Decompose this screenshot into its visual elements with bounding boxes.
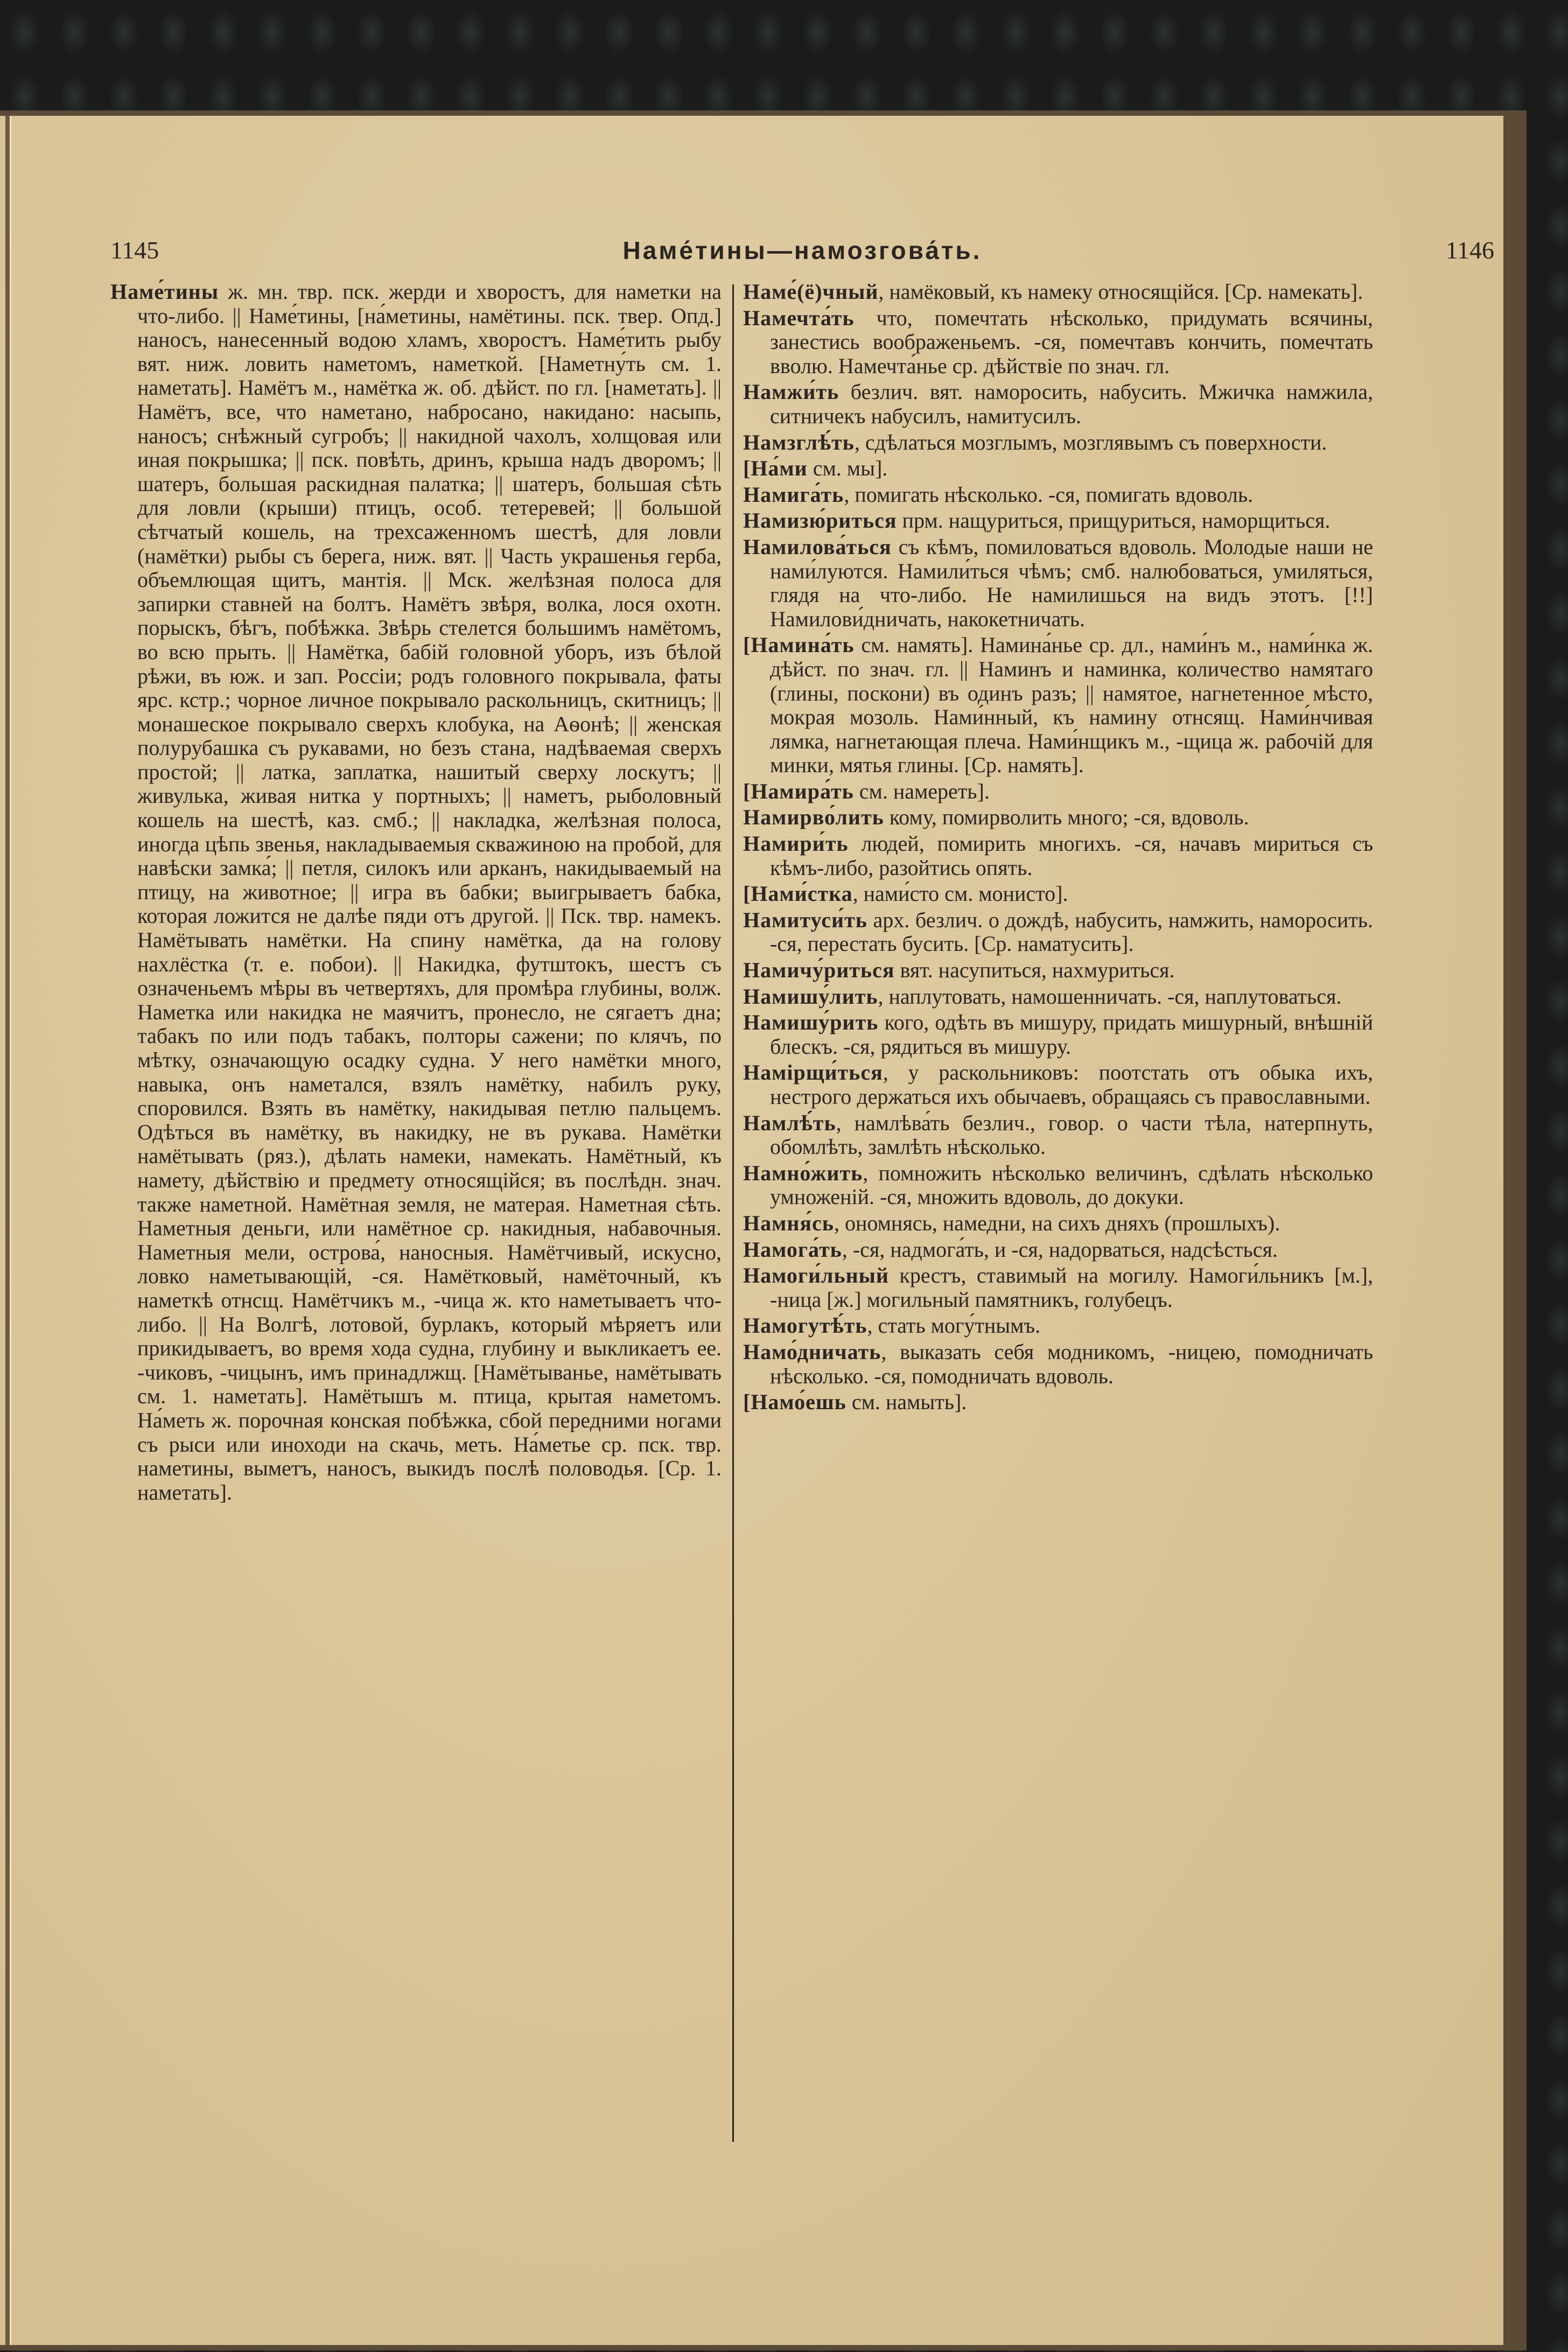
- left-column: [110, 280, 722, 1507]
- dictionary-entry: Намилова́ться съ кѣмъ, помиловаться вдоволь. Молодые наши не нами́луются. Намили́ться чѣмъ; смб. налюбоваться, умиляться, глядя на что-либо. Не намилишься на видъ этотъ. [!!] Намилови́дничать, накокетничать.: [743, 534, 1373, 631]
- dictionary-entry: Наме́тины ж. мн. твр. пск. жерди и хворостъ, для наметки на что-либо. || Наме́тины, [на́метины, намётины. пск. твер. Опд.] наносъ, нанесенный водою хламъ, хворостъ. Наме́тить рыбу вят. ниж. ловить наметомъ, наметкой. [Наметну́ть см. 1. наметать]. Намётъ м., намётка ж. об. дѣйст. по гл. [наметать]. || Намётъ, все, что наметано, набросано, накидано: насыпь, наносъ; снѣжный сугробъ; || накидной чахолъ, холщовая или иная покрышка; || пск. повѣть, дринъ, крыша надъ дворомъ; || шатеръ, большая раскидная палатка; || шатеръ, большая сѣть для ловли (крыши) птицъ, особ. тетеревей; || большой сѣтчатый кошель, на трехсаженномъ шестѣ, для ловли (намётки) рыбы съ берега, ниж. вят. || Часть украшенья герба, объемлющая щитъ, мантія. || Мск. желѣзная полоса для запирки ставней на болтъ. Намётъ звѣря, волка, лося охотн. порыскъ, бѣгъ, побѣжка. Звѣрь стелется большимъ намётомъ, во всю прыть. || Намётка, бабій головной уборъ, изъ бѣлой рѣжи, въ юж. и зап. Россіи; родъ головного покрывала, фаты ярс. кстр.; чорное личное покрывало раскольницъ, скитницъ; || монашеское покрывало сверхъ клобука, на Аѳонѣ; || женская полурубашка съ рукавами, но безъ стана, надѣваемая сверхъ простой; || латка, заплатка, нашитый сверху лоскутъ; || живулька, живая нитка у портныхъ; || наметъ, рыболовный кошель на шестѣ, каз. смб.; || накладка, желѣзная полоса, иногда цѣпь звенья, накладываемыя скважиною на пробой, для навѣски замка́; || петля, силокъ или арканъ, накидываемый на птицу, на животное; || игра въ бабки; выигрываетъ бабка, которая ложится не далѣе пяди отъ другой. || Пск. твр. намекъ. Намётывать намётки. На спину намётка, да на голову нахлёстка (т. е. побои). || Накидка, футштокъ, шестъ съ означеньемъ мѣры въ четвертяхъ, для промѣра глубины, волж. Наметка или накидка не маячитъ, пронесло, не сягаетъ дна; табакъ по или подъ табакъ, полторы сажени; по клячъ, по мѣтку, означающую осадку судна. У него намётки много, навыка, онъ наметался, взялъ намётку, набилъ руку, споровился. Взять въ намётку, накидывая петлю пальцемъ. Одѣться въ намётку, въ накидку, не въ рукава. Намётки намётывать (ряз.), дѣлать намеки, намекать. Намётный, къ намету, дѣйствію и предмету относящійся; въ послѣдн. знач. также наметной. Намётная земля, не матерая. Наметная сѣть. Наметныя деньги, или намётное ср. накидныя, набавочныя. Наметныя мели, острова́, наносныя. Намётчивый, искусно, ловко наметывающій, -ся. Намётковый, намёточный, къ наметкѣ отнсщ. Намётчикъ м., -чица ж. кто наметываетъ что-либо. || На Волгѣ, лотовой, бурлакъ, который мѣряетъ или прикидываетъ, во время хода судна, глубину и выкликаетъ ее. -чиковъ, -чицынъ, имъ принадлжщ. [Намётыванье, намётывать см. 1. наметать]. Намётышъ м. птица, крытая наметомъ. На́меть ж. порочная конская побѣжка, сбой передними ногами съ рыси или иноходи на скачь, меть. На́метье ср. пск. твр. наметины, выметъ, наносъ, выкидъ послѣ половодья. [Ср. 1. наметать].: [110, 279, 722, 1504]
- dictionary-entry: Намири́ть людей, помирить многихъ. -ся, начавъ мириться съ кѣмъ-либо, разойтись опять.: [743, 831, 1373, 880]
- dictionary-entry: Намичу́риться вят. насупиться, нахмуриться.: [743, 958, 1175, 983]
- headword: Намири́ть: [743, 831, 849, 856]
- headword: [Намо́ешь: [743, 1390, 846, 1415]
- dictionary-entry: Намога́ть, -ся, надмога́ть, и -ся, надорваться, надсѣсться.: [743, 1237, 1278, 1262]
- dictionary-entry: Намишу́рить кого, одѣть въ мишуру, придать мишурный, внѣшній блескъ. -ся, рядиться въ мишуру.: [743, 1010, 1373, 1059]
- dictionary-entry: [Нами́стка, нами́сто см. монисто].: [743, 881, 1068, 906]
- headword: Намишу́лить: [743, 984, 878, 1009]
- headword: Намога́ть: [743, 1237, 842, 1262]
- headword: Намига́ть: [743, 482, 844, 507]
- headword: Наме́(ё)чный: [743, 279, 879, 304]
- dictionary-entry: Намогутѣ́ть, стать могу́тнымъ.: [743, 1313, 1041, 1338]
- dictionary-entry: [Намо́ешь см. намыть].: [743, 1390, 967, 1415]
- dictionary-entry: Намлѣ́ть, намлѣва́ть безлич., говор. о части тѣла, натерпнуть, обомлѣть, замлѣть нѣсколько.: [743, 1110, 1373, 1159]
- dictionary-entry: Наме́(ё)чный, намёковый, къ намеку относящійся. [Ср. намекать].: [743, 279, 1363, 304]
- headword: Намірщи́ться: [743, 1060, 883, 1085]
- headword: Намирво́лить: [743, 805, 884, 830]
- headword: Намишу́рить: [743, 1010, 879, 1035]
- dictionary-entry: Намирво́лить кому, помирволить много; -ся, вдоволь.: [743, 805, 1249, 830]
- dictionary-entry: Намоги́льный крестъ, ставимый на могилу. Намоги́льникъ [м.], -ница [ж.] могильный памятникъ, голубецъ.: [743, 1263, 1373, 1312]
- headword: Намилова́ться: [743, 534, 892, 559]
- dictionary-entry: Намо́дничать, выказать себя модникомъ, -ницею, помодничать нѣсколько. -ся, помодничать вдоволь.: [743, 1339, 1373, 1388]
- headword: Намо́дничать: [743, 1339, 881, 1364]
- headword: Намоги́льный: [743, 1263, 889, 1288]
- headword: Намечта́ть: [743, 305, 855, 330]
- dictionary-entry: Намизю́риться прм. нащуриться, прищуриться, наморщиться.: [743, 508, 1331, 533]
- headword: Намогутѣ́ть: [743, 1313, 867, 1338]
- dictionary-entry: Намзглѣ́ть, сдѣлаться мозглымъ, мозглявымъ съ поверхности.: [743, 430, 1327, 454]
- dictionary-entry: Намжи́ть безлич. вят. наморосить, набусить. Мжичка намжила, ситничекъ набусилъ, намитусилъ.: [743, 380, 1373, 428]
- dictionary-entry: Намига́ть, помигать нѣсколько. -ся, помигать вдоволь.: [743, 482, 1254, 507]
- headword: Намизю́риться: [743, 508, 897, 533]
- dictionary-entry: [На́ми см. мы].: [743, 456, 888, 481]
- column-divider: [732, 284, 734, 2142]
- dictionary-entry: Намечта́ть что, помечтать нѣсколько, придумать всячины, занестись воображеньемъ. -ся, помечтавъ кончить, помечтать вволю. Намечта́нье ср. дѣйствіе по знач. гл.: [743, 305, 1373, 378]
- headword: Намжи́ть: [743, 380, 839, 404]
- running-head: [110, 236, 1494, 268]
- headword: [Намина́ть: [743, 633, 855, 657]
- headword: Намно́жить: [743, 1160, 863, 1185]
- headword: [На́ми: [743, 456, 808, 481]
- binding-gutter: [5, 116, 11, 2345]
- page-title: Наме́тины—намозгова́ть.: [622, 236, 982, 264]
- headword: Намня́сь: [743, 1210, 834, 1235]
- dictionary-entry: Намитуси́ть арх. безлич. о дождѣ, набусить, намжить, наморосить. -ся, перестать бусить. [Ср. наматусить].: [743, 907, 1373, 956]
- headword: Наме́тины: [110, 279, 219, 304]
- dictionary-entry: [Намина́ть см. намять]. Намина́нье ср. дл., нами́нъ м., нами́нка ж. дѣйст. по знач. гл. || Наминъ и наминка, количество намятаго (глины, поскони) въ одинъ разъ; || намятое, нагнетенное мѣсто, мокрая мозоль. Нами́нный, къ намину отнсящ. Нами́нчивая лямка, нагнетающая плеча. Нами́нщикъ м., -щица ж. рабочій для минки, мятья глины. [Ср. намять].: [743, 633, 1373, 778]
- headword: [Намира́ть: [743, 779, 854, 803]
- headword: Намичу́риться: [743, 958, 895, 983]
- dictionary-entry: Намня́сь, ономнясь, намедни, на сихъ дняхъ (прошлыхъ).: [743, 1210, 1280, 1235]
- headword: Намзглѣ́ть: [743, 430, 855, 454]
- headword: Намлѣ́ть: [743, 1110, 836, 1135]
- dictionary-entry: Намишу́лить, наплутовать, намошенничать. -ся, наплутоваться.: [743, 984, 1342, 1009]
- right-column: [743, 280, 1373, 1417]
- dictionary-entry: Намно́жить, помножить нѣсколько величинъ, сдѣлать нѣсколько умноженій. -ся, множить вдоволь, до докуки.: [743, 1160, 1373, 1209]
- headword: [Нами́стка: [743, 881, 853, 906]
- page-number-left: 1145: [110, 236, 159, 264]
- headword: Намитуси́ть: [743, 907, 867, 932]
- page-number-right: 1146: [1445, 236, 1494, 264]
- dictionary-entry: [Намира́ть см. намереть].: [743, 779, 990, 803]
- dictionary-entry: Намірщи́ться, у раскольниковъ: поотстать отъ обыка ихъ, нестрого держаться ихъ обычаевъ, обращаясь съ православными.: [743, 1060, 1373, 1109]
